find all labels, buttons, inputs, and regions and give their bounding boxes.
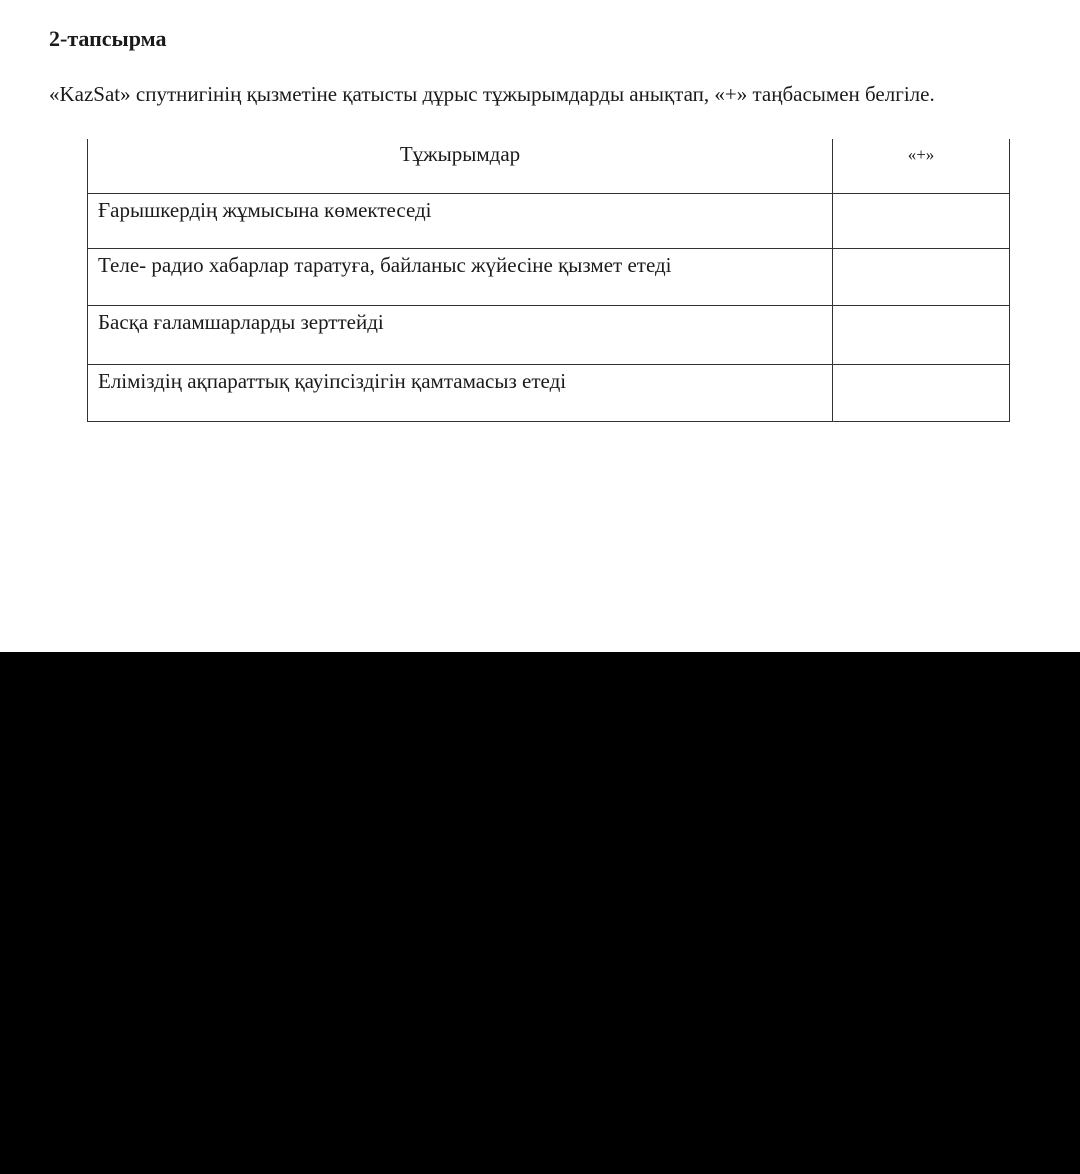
plus-column-header: «+»: [833, 139, 1010, 193]
mark-cell[interactable]: [833, 248, 1010, 305]
statement-cell: Еліміздің ақпараттық қауіпсіздігін қамтамасыз етеді: [88, 364, 833, 421]
statement-cell: Теле- радио хабарлар таратуға, байланыс жүйесіне қызмет етеді: [88, 248, 833, 305]
task-instruction: «KazSat» спутнигінің қызметіне қатысты дұрыс тұжырымдарды анықтап, «+» таңбасымен белгіле.: [49, 82, 935, 106]
table-row: [88, 248, 1010, 305]
table-header-row: [88, 139, 1010, 193]
table-row: [88, 305, 1010, 364]
task-title: 2-тапсырма: [49, 26, 167, 51]
mark-cell[interactable]: [833, 193, 1010, 248]
mark-cell[interactable]: [833, 305, 1010, 364]
statement-cell: Ғарышкердің жұмысына көмектеседі: [88, 193, 833, 248]
mark-cell[interactable]: [833, 364, 1010, 421]
statements-column-header: Тұжырымдар: [88, 139, 833, 193]
statements-table: [87, 139, 1010, 422]
statement-cell: Басқа ғаламшарларды зерттейді: [88, 305, 833, 364]
blank-black-area: [0, 652, 1080, 1174]
table-row: [88, 364, 1010, 421]
table-row: [88, 193, 1010, 248]
